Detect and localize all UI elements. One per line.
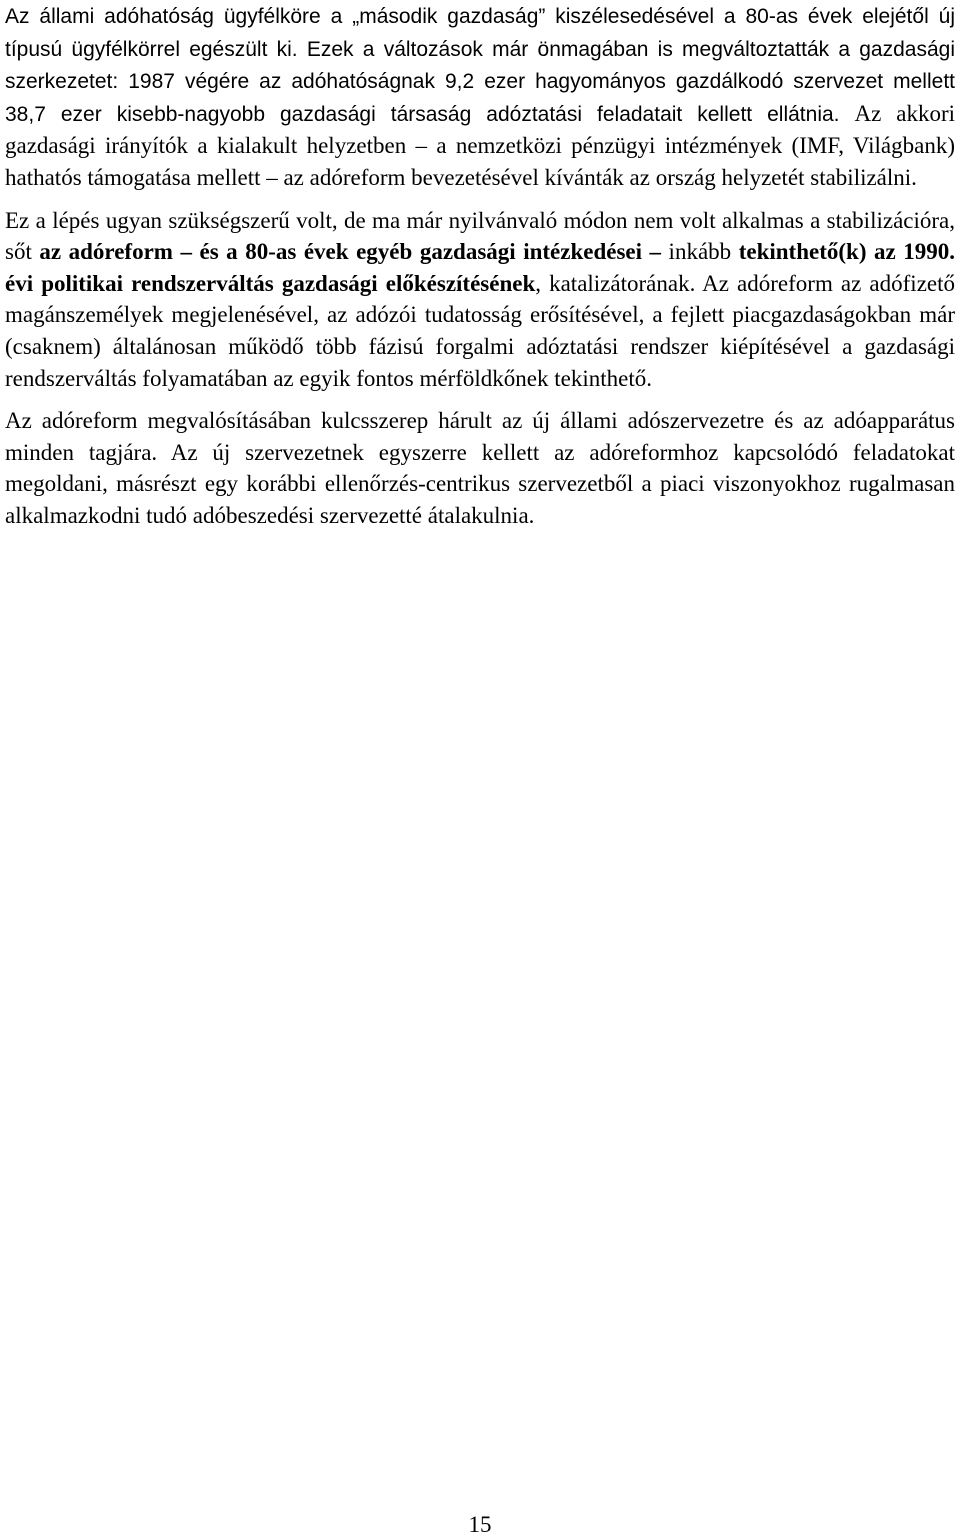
text-segment: inkább	[661, 239, 739, 265]
bold-text-segment: az adóreform – és a 80-as évek egyéb gazdasági intézkedései –	[39, 239, 662, 265]
text-segment: Az állami adóhatóság ügyfélköre a „második gazdaság” kiszélesedésével a 80-as évek elejétől új típusú ügyfélkörrel egészült ki.	[5, 5, 955, 61]
document-body	[5, 0, 955, 543]
text-segment: Ezek a változások már önmagában is megváltoztatták a gazdasági szerkezetet: 1987 végére az adóhatóságnak 9,2 ezer hagyományos gazdálkodó szervezet mellett 38,7 ezer kisebb-nagyobb gazdasági társaság adóztatási feladatait kellett ellátnia.	[5, 37, 955, 126]
text-segment: Az adóreform megvalósításában kulcsszerep hárult az új állami adószervezetre és az adóapparátus minden tagjára. Az új szervezetnek egyszerre kellett az adóreformhoz kapcsolódó feladatokat megoldani, másrészt egy korábbi ellenőrzés-centrikus szervezetből a piaci viszonyokhoz rugalmasan alkalmazkodni tudó adóbeszedési szervezetté átalakulnia.	[5, 408, 955, 528]
bold-text-segment: tekinthető(k) az 1990. évi politikai rendszerváltás gazdasági előkészítésének	[5, 239, 955, 296]
text-segment: Ez a lépés ugyan szükségszerű volt, de ma már nyilvánvaló módon nem volt alkalmas a stabilizációra, sőt	[5, 207, 955, 265]
text-segment: , katalizátorának. Az adóreform az adófizető magánszemélyek megjelenésével, az adózói tudatosság erősítésével, a fejlett piacgazdaságokban már (csaknem) általánosan működő több fázisú forgalmi adóztatási rendszer kiépítésével a gazdasági rendszerváltás folyamatában az egyik fontos mérföldkőnek tekinthető.	[5, 270, 955, 391]
paragraph-3	[5, 405, 955, 531]
paragraph-2	[5, 205, 955, 395]
text-segment: Az akkori gazdasági irányítók a kialakult helyzetben – a nemzetközi pénzügyi intézmények (IMF, Világbank) hathatós támogatása mellett – az adóreform bevezetésével kívánták az ország helyzetét stabilizálni.	[5, 100, 955, 190]
paragraph-1	[5, 0, 955, 194]
page-number: 15	[468, 1512, 492, 1537]
